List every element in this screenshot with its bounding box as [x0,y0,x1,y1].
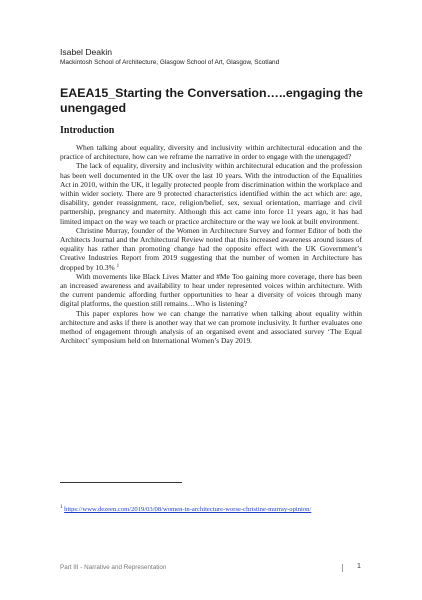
footer-divider [342,564,343,572]
section-heading: Introduction [60,125,115,136]
footer-section-label: Part III - Narrative and Representation [60,564,167,571]
paragraph [60,226,362,272]
body-text [60,143,362,345]
author-affiliation: Mackintosh School of Architecture, Glasgow School of Art, Glasgow, Scotland [60,59,280,66]
footnote-link[interactable]: https://www.dezeen.com/2019/03/08/women-in-architecture-worse-christine-murray-opinion/ [64,506,312,513]
author-name: Isabel Deakin [60,47,113,57]
footnote-divider [60,482,182,483]
paragraph: This paper explores how we can change the narrative when talking about equality within architecture and asks if there is another way that we can promote inclusivity. It further evaluates one method of engagement through analysis of an organised event and associated survey ‘The Equal Architect’ symposium held on International Women’s Day 2019. [60,308,362,346]
paragraph: With movements like Black Lives Matter and #Me Too gaining more coverage, there has been an increased awareness and availability to hear under represented voices within architecture. With the current pandemic affording further opportunities to hear a diversity of voices through many digital platforms, the question still remains…Who is listening? [60,271,362,309]
paragraph: When talking about equality, diversity and inclusivity within architectural education and the practice of architecture, how can we reframe the narrative in order to engage with the unengaged? [60,143,362,162]
footnote-reference[interactable]: 1 [116,263,120,269]
paragraph-text: Christine Murray, founder of the Women in Architecture Survey and former Editor of both the Architects Journal and the Architectural Review noted that this increased awareness around issues of equality has rather than promoting change had the opposite effect with the UK Government’s Creative Industries Report from 2019 suggesting that the number of women in Architecture has dropped by 10.3% [60,225,362,272]
page-number: 1 [357,563,361,570]
footnote-number: 1 [60,505,63,510]
paper-title: EAEA15_Starting the Conversation…..engaging the unengaged [60,86,363,115]
paragraph: The lack of equality, diversity and inclusivity within architectural education and the profession has been well documented in the UK over the last 10 years. With the introduction of the Equalities Act in 2010, within the UK, it legally protected people from discrimination within the workplace and within wider society. There are 9 protected characteristics identified within the act which are: age, disability, gender reassignment, race, religion/belief, sex, sexual orientation, marriage and civil partnership, pregnancy and maternity. Although this act came into force 11 years ago, it has had limited impact on the way we teach or practice architecture or the way we look at built environment. [60,161,362,226]
footnote [60,505,360,514]
